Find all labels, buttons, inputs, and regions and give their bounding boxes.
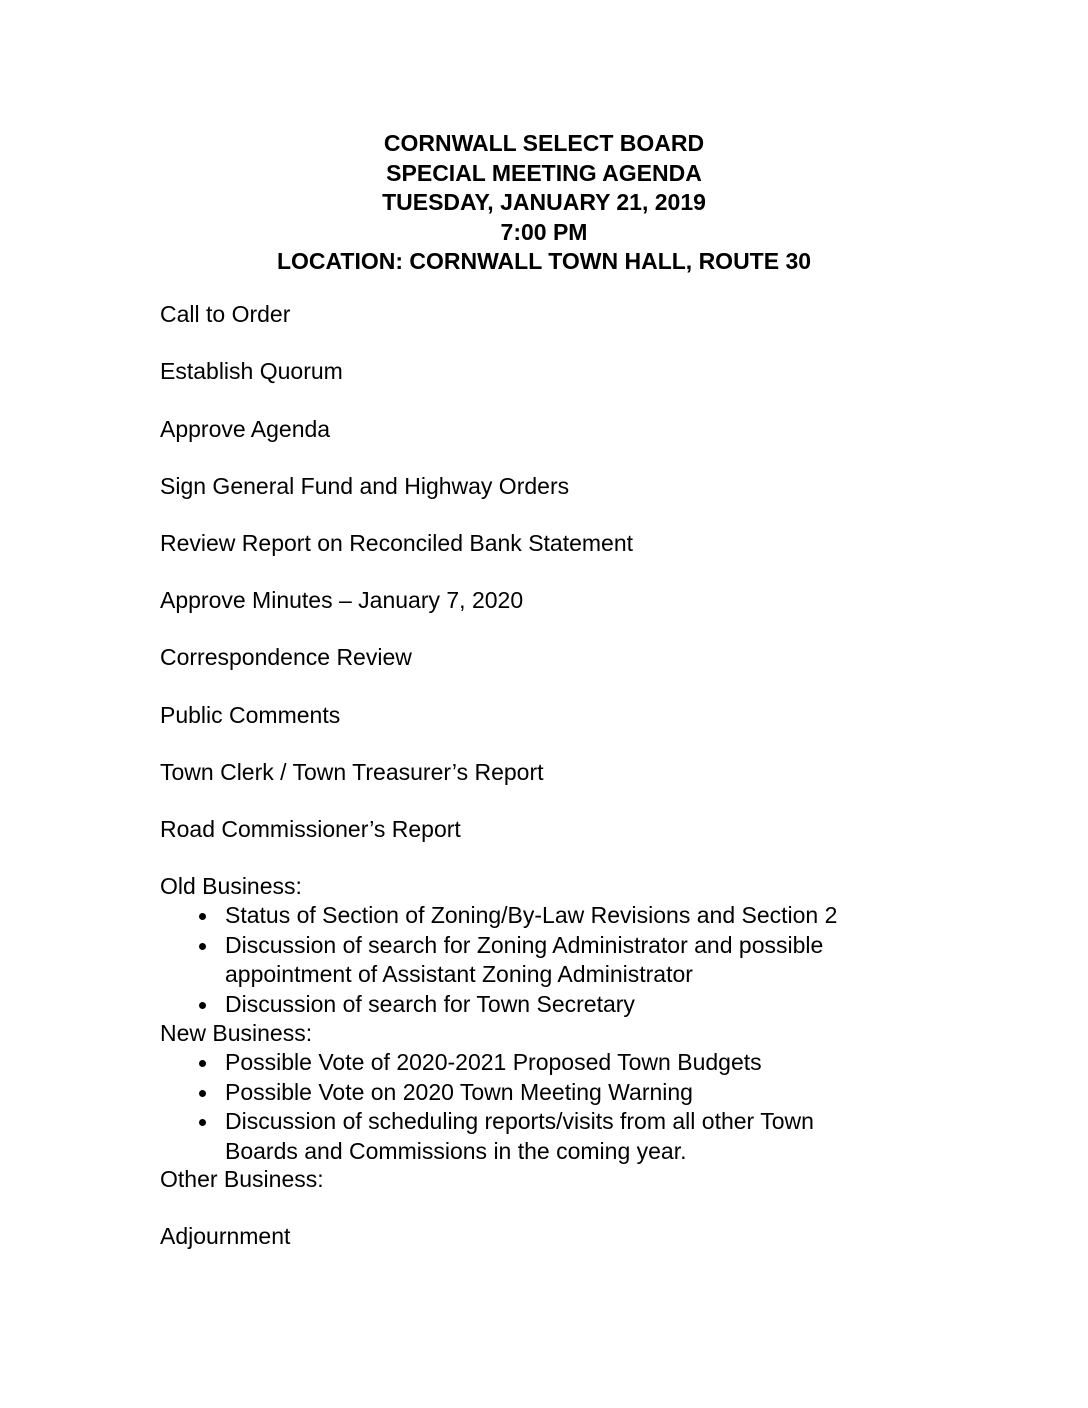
list-item xyxy=(160,1078,1020,1108)
new-business-heading: New Business: xyxy=(160,1020,313,1046)
meeting-location: LOCATION: CORNWALL TOWN HALL, ROUTE 30 xyxy=(276,248,812,274)
bullet-icon xyxy=(199,943,206,950)
list-item-text: Discussion of scheduling reports/visits from all other Town xyxy=(225,1108,814,1134)
list-item xyxy=(160,1107,1020,1166)
other-business-heading: Other Business: xyxy=(160,1166,324,1192)
old-business-list xyxy=(160,901,1020,1019)
bullet-icon xyxy=(199,913,206,920)
list-item xyxy=(160,990,1020,1020)
bullet-icon xyxy=(199,1119,206,1126)
bullet-icon xyxy=(199,1060,206,1067)
list-item xyxy=(160,901,1020,931)
item-public-comments: Public Comments xyxy=(160,702,341,728)
old-business-heading: Old Business: xyxy=(160,873,302,899)
meeting-time: 7:00 PM xyxy=(500,218,588,245)
list-item-text: Possible Vote of 2020-2021 Proposed Town Budgets xyxy=(225,1049,762,1075)
item-clerk-treasurer-report: Town Clerk / Town Treasurer’s Report xyxy=(160,759,544,785)
item-call-to-order: Call to Order xyxy=(160,301,291,327)
item-approve-agenda: Approve Agenda xyxy=(160,416,331,442)
item-establish-quorum: Establish Quorum xyxy=(160,358,343,384)
list-item-text: Status of Section of Zoning/By-Law Revisions and Section 2 xyxy=(225,902,838,928)
bullet-icon xyxy=(199,1090,206,1097)
list-item-text: Discussion of search for Town Secretary xyxy=(225,990,635,1017)
agenda-header xyxy=(0,129,1088,277)
item-adjournment: Adjournment xyxy=(160,1223,291,1249)
list-item xyxy=(160,931,1020,990)
item-correspondence-review: Correspondence Review xyxy=(160,644,412,670)
list-item-text-continued: appointment of Assistant Zoning Administrator xyxy=(225,961,693,987)
bullet-icon xyxy=(199,1002,206,1009)
list-item-text: Discussion of search for Zoning Administrator and possible xyxy=(225,931,824,958)
meeting-date: TUESDAY, JANUARY 21, 2019 xyxy=(382,189,706,215)
item-approve-minutes: Approve Minutes – January 7, 2020 xyxy=(160,587,524,613)
board-name: CORNWALL SELECT BOARD xyxy=(383,130,705,156)
item-road-commissioner-report: Road Commissioner’s Report xyxy=(160,816,461,842)
list-item xyxy=(160,1048,1020,1078)
meeting-type: SPECIAL MEETING AGENDA xyxy=(386,159,702,186)
list-item-text-continued: Boards and Commissions in the coming year. xyxy=(225,1137,687,1164)
item-sign-orders: Sign General Fund and Highway Orders xyxy=(160,473,570,499)
list-item-text: Possible Vote on 2020 Town Meeting Warning xyxy=(225,1078,693,1105)
item-review-report: Review Report on Reconciled Bank Statement xyxy=(160,530,634,556)
new-business-list xyxy=(160,1048,1020,1166)
